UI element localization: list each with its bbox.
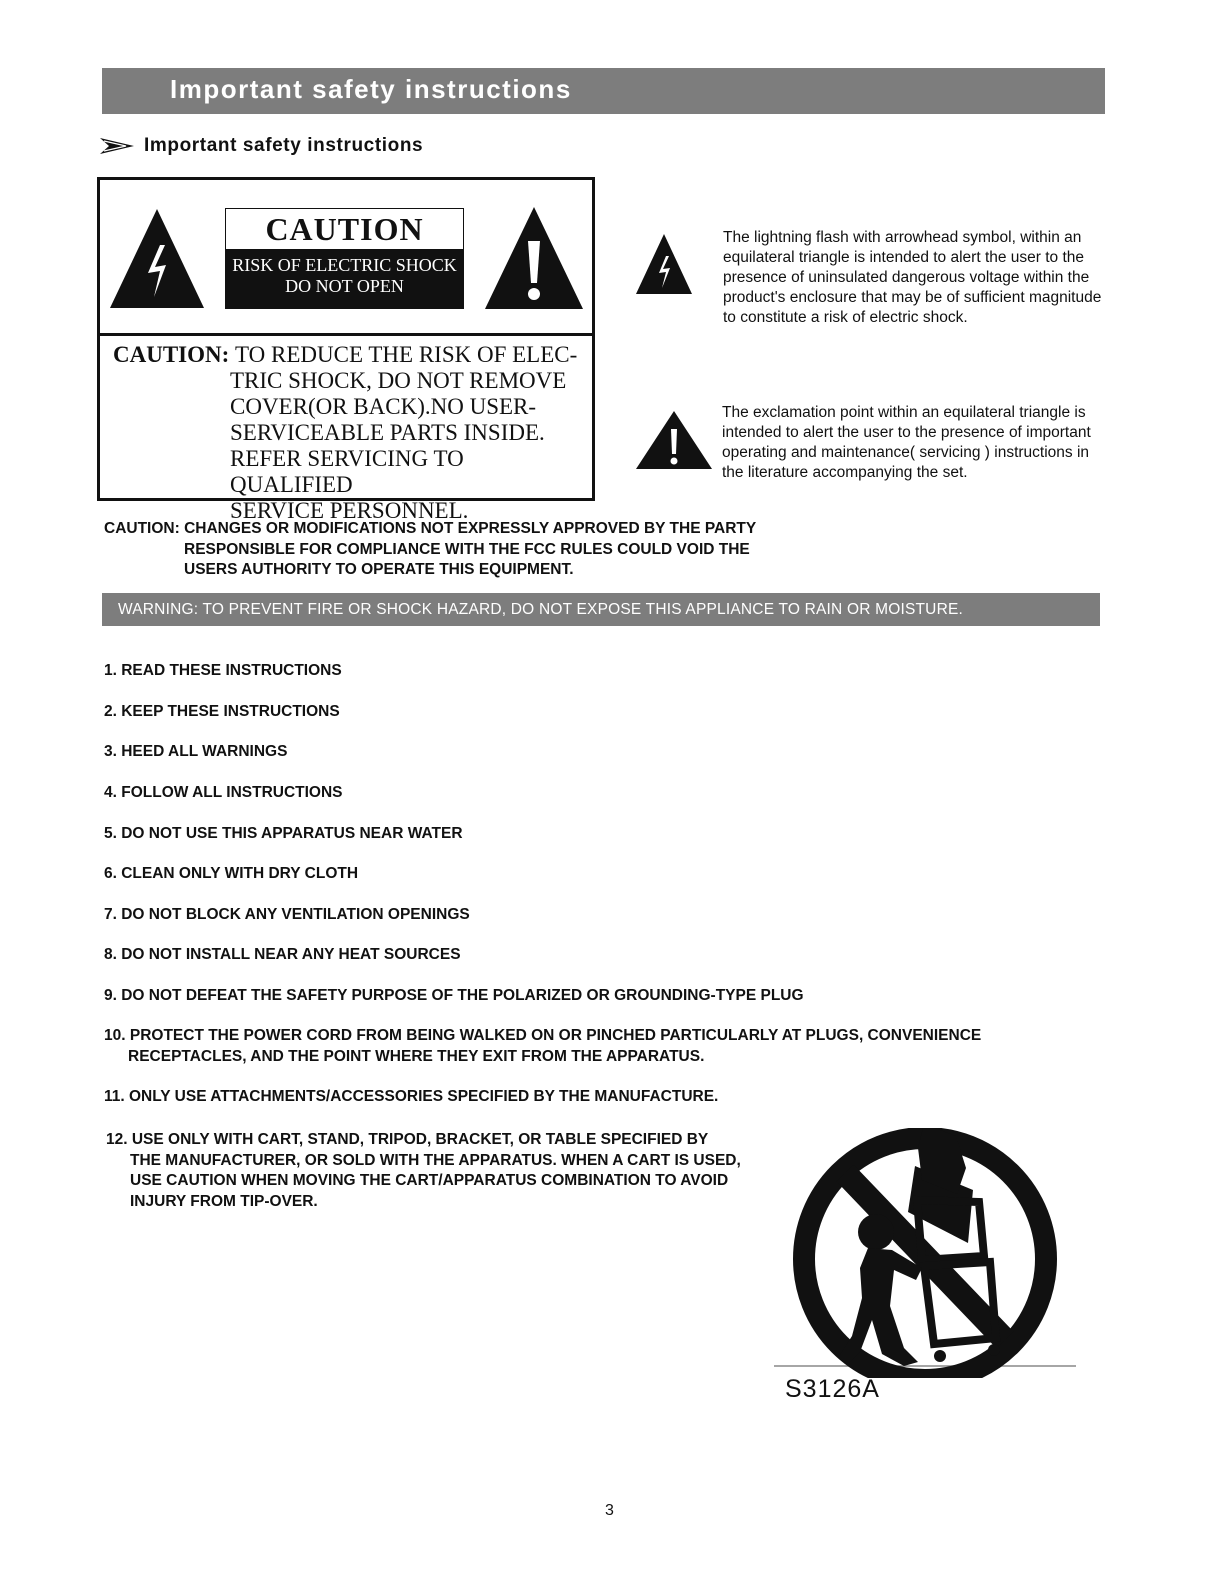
instruction-line: USE CAUTION WHEN MOVING THE CART/APPARATUS COMBINATION TO AVOID [130, 1172, 729, 1189]
instruction-item [106, 1130, 786, 1212]
caution-label-line1: RISK OF ELECTRIC SHOCK [232, 255, 457, 275]
description-line: the literature accompanying the set. [722, 464, 968, 481]
lightning-warning-icon [110, 209, 204, 308]
cart-tip-over-icon [772, 1128, 1082, 1378]
exclamation-description [722, 403, 1122, 483]
caution-line: REFER SERVICING TO QUALIFIED [230, 446, 464, 497]
section-title: Important safety instructions [144, 135, 424, 156]
description-line: to constitute a risk of electric shock. [723, 309, 968, 326]
description-line: presence of uninsulated dangerous voltage within the [723, 269, 1090, 286]
description-line: product's enclosure that may be of sufficient magnitude [723, 289, 1102, 306]
fcc-line: RESPONSIBLE FOR COMPLIANCE WITH THE FCC RULES COULD VOID THE [184, 540, 750, 558]
caution-line: COVER(OR BACK).NO USER- [230, 394, 537, 419]
instruction-item: 1. READ THESE INSTRUCTIONS [104, 662, 342, 679]
caution-heading: CAUTION [265, 211, 424, 247]
exclamation-warning-icon [485, 207, 583, 309]
cart-code: S3126A [785, 1375, 880, 1403]
fcc-line: CAUTION: CHANGES OR MODIFICATIONS NOT EXPRESSLY APPROVED BY THE PARTY [104, 520, 757, 537]
warning-text: WARNING: TO PREVENT FIRE OR SHOCK HAZARD, DO NOT EXPOSE THIS APPLIANCE TO RAIN OR MOISTURE. [118, 601, 964, 618]
instruction-line: 10. PROTECT THE POWER CORD FROM BEING WALKED ON OR PINCHED PARTICULARLY AT PLUGS, CONVENIENCE [104, 1027, 982, 1044]
instruction-item: 3. HEED ALL WARNINGS [104, 743, 288, 760]
caution-divider [100, 333, 592, 336]
instruction-line: INJURY FROM TIP-OVER. [130, 1192, 318, 1210]
caution-lead: CAUTION: [113, 342, 230, 367]
arrow-icon [100, 138, 134, 154]
title-bar [102, 68, 1105, 114]
caution-statement [113, 342, 583, 524]
description-line: The lightning flash with arrowhead symbol, within an [723, 229, 1082, 246]
instruction-line: 12. USE ONLY WITH CART, STAND, TRIPOD, BRACKET, OR TABLE SPECIFIED BY [106, 1131, 709, 1148]
lightning-warning-icon [636, 234, 692, 294]
caution-line: TO REDUCE THE RISK OF ELEC- [235, 342, 578, 367]
instruction-item: 6. CLEAN ONLY WITH DRY CLOTH [104, 865, 359, 882]
description-line: intended to alert the user to the presence of important [722, 424, 1091, 441]
fcc-line: USERS AUTHORITY TO OPERATE THIS EQUIPMENT. [184, 561, 574, 578]
exclamation-warning-icon [636, 411, 712, 469]
lightning-description [723, 228, 1123, 328]
instruction-item: 11. ONLY USE ATTACHMENTS/ACCESSORIES SPECIFIED BY THE MANUFACTURE. [104, 1088, 719, 1105]
instruction-item: 7. DO NOT BLOCK ANY VENTILATION OPENINGS [104, 906, 470, 923]
caution-label-text [226, 249, 463, 308]
warning-bar [102, 593, 1100, 626]
caution-line: TRIC SHOCK, DO NOT REMOVE [230, 368, 567, 393]
description-line: operating and maintenance( servicing ) instructions in [722, 444, 1090, 461]
caution-line: SERVICEABLE PARTS INSIDE. [230, 420, 545, 445]
page-number: 3 [605, 1502, 614, 1519]
instruction-item: 8. DO NOT INSTALL NEAR ANY HEAT SOURCES [104, 946, 461, 963]
instruction-item: 5. DO NOT USE THIS APPARATUS NEAR WATER [104, 825, 463, 842]
fcc-caution [104, 519, 804, 581]
caution-label [225, 208, 464, 309]
page-title: Important safety instructions [170, 74, 572, 104]
section-heading [100, 134, 423, 158]
caution-box [97, 177, 595, 523]
caution-line: SERVICE PERSONNEL. [230, 498, 469, 523]
instruction-item: 2. KEEP THESE INSTRUCTIONS [104, 703, 340, 720]
caution-label-line2: DO NOT OPEN [285, 276, 404, 296]
description-line: equilateral triangle is intended to alert the user to the [723, 249, 1085, 266]
instruction-item [104, 1026, 1004, 1067]
description-line: The exclamation point within an equilateral triangle is [722, 404, 1086, 421]
instruction-line: RECEPTACLES, AND THE POINT WHERE THEY EXIT FROM THE APPARATUS. [128, 1047, 705, 1065]
instruction-item: 4. FOLLOW ALL INSTRUCTIONS [104, 784, 343, 801]
instruction-line: THE MANUFACTURER, OR SOLD WITH THE APPARATUS. WHEN A CART IS USED, [130, 1151, 741, 1169]
instruction-item: 9. DO NOT DEFEAT THE SAFETY PURPOSE OF THE POLARIZED OR GROUNDING-TYPE PLUG [104, 987, 804, 1004]
